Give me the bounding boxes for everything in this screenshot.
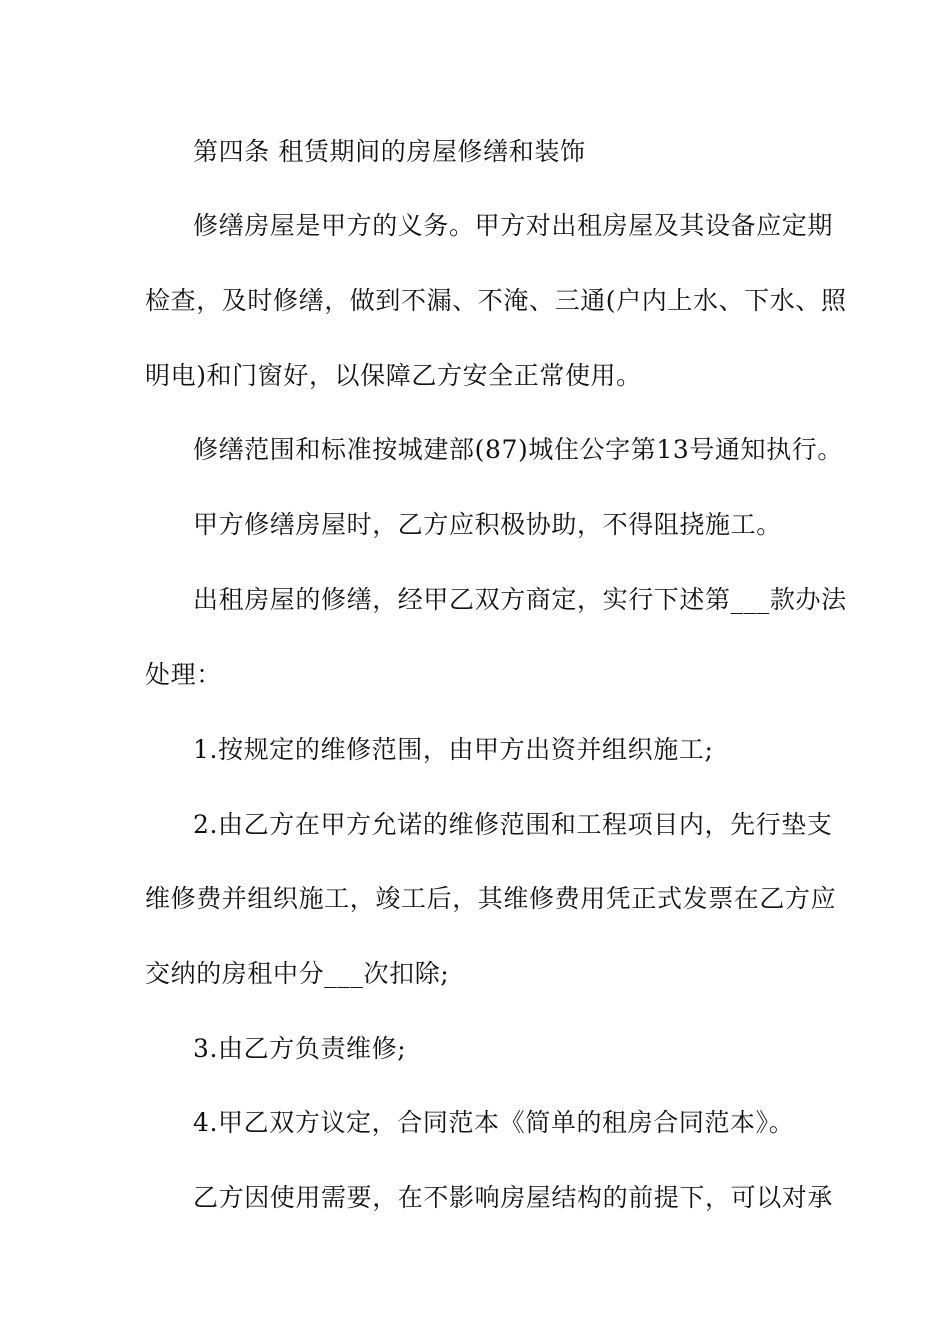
- paragraph-line: 检查，及时修缮，做到不漏、不淹、三通(户内上水、下水、照: [145, 286, 847, 315]
- paragraph-line: 明电)和门窗好，以保障乙方安全正常使用。: [145, 361, 642, 390]
- list-item-line: 4.甲乙双方议定，合同范本《简单的租房合同范本》。: [193, 1108, 795, 1137]
- paragraph-line: 维修费并组织施工，竣工后，其维修费用凭正式发票在乙方应: [145, 884, 837, 913]
- paragraph-line: 出租房屋的修缮，经甲乙双方商定，实行下述第___款办法: [193, 585, 847, 614]
- paragraph-line: 修缮范围和标准按城建部(87)城住公字第13号通知执行。: [193, 435, 843, 464]
- paragraph-line: 甲方修缮房屋时，乙方应积极协助，不得阻挠施工。: [193, 510, 782, 539]
- list-item-line: 3.由乙方负责维修;: [193, 1034, 407, 1063]
- paragraph-line: 乙方因使用需要，在不影响房屋结构的前提下，可以对承: [193, 1183, 834, 1212]
- paragraph-line: 处理：: [145, 660, 222, 689]
- list-item-line: 2.由乙方在甲方允诺的维修范围和工程项目内，先行垫支: [193, 810, 833, 839]
- article-heading: 第四条 租赁期间的房屋修缮和装饰: [193, 137, 586, 166]
- paragraph-line: 交纳的房租中分___次扣除;: [145, 959, 450, 988]
- paragraph-line: 修缮房屋是甲方的义务。甲方对出租房屋及其设备应定期: [193, 211, 834, 240]
- list-item-line: 1.按规定的维修范围，由甲方出资并组织施工;: [193, 735, 714, 764]
